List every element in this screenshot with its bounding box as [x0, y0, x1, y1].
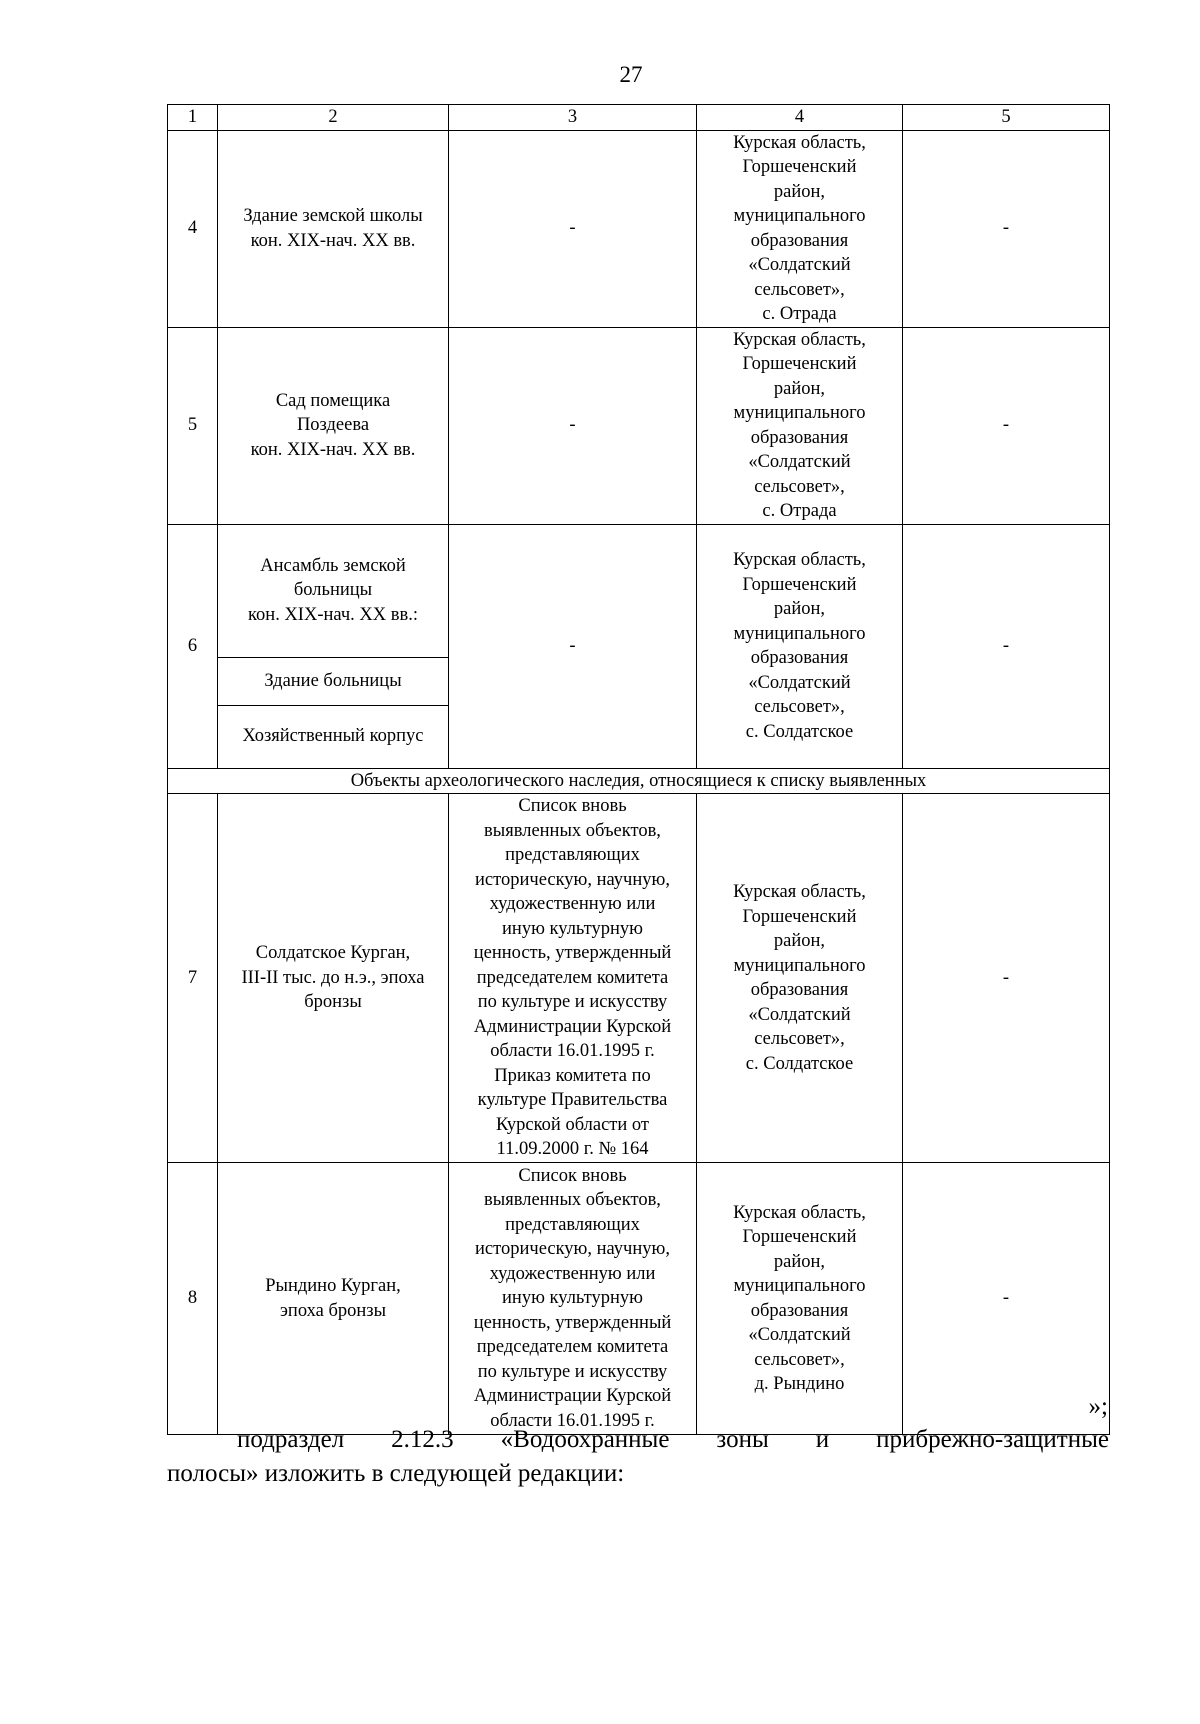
header-cell-4: 4 — [697, 105, 903, 131]
header-cell-2: 2 — [218, 105, 449, 131]
legal-document: - — [449, 524, 697, 768]
object-location: Курская область, Горшеченский район, муниципального образования «Солдатский сельсовет», д. Рындино — [697, 1163, 903, 1435]
row-number: 8 — [168, 1163, 218, 1435]
paragraph-line-1: подраздел 2.12.3 «Водоохранные зоны и прибрежно-защитные — [237, 1426, 1109, 1453]
heritage-objects-table — [167, 104, 1110, 1435]
legal-document: Список вновь выявленных объектов, представляющих историческую, научную, художественную или иную культурную ценность, утвержденный председателем комитета по культуре и искусству Администрации Курской области 16.01.1995 г. — [449, 1163, 697, 1435]
column-5-value: - — [903, 1163, 1110, 1435]
section-heading-row — [168, 768, 1110, 794]
column-5-value: - — [903, 327, 1110, 524]
table-row — [168, 130, 1110, 327]
sub-object-name: Здание больницы — [218, 657, 449, 705]
legal-document: - — [449, 130, 697, 327]
object-name: Ансамбль земской больницы кон. XIX-нач. XX вв.: — [218, 524, 449, 657]
page-number: 27 — [619, 62, 643, 87]
header-cell-5: 5 — [903, 105, 1110, 131]
table-header-row — [168, 105, 1110, 131]
object-location: Курская область, Горшеченский район, муниципального образования «Солдатский сельсовет», с. Солдатское — [697, 524, 903, 768]
column-5-value: - — [903, 524, 1110, 768]
legal-document: - — [449, 327, 697, 524]
object-location: Курская область, Горшеченский район, муниципального образования «Солдатский сельсовет», с. Отрада — [697, 327, 903, 524]
header-cell-1: 1 — [168, 105, 218, 131]
row-number: 7 — [168, 794, 218, 1163]
table-row — [168, 327, 1110, 524]
table-row — [168, 794, 1110, 1163]
closing-quote: »; — [1088, 1393, 1108, 1420]
sub-object-name: Хозяйственный корпус — [218, 705, 449, 768]
object-name: Здание земской школы кон. XIX-нач. XX вв. — [218, 130, 449, 327]
section-heading: Объекты археологического наследия, относящиеся к списку выявленных — [168, 768, 1110, 794]
object-name: Рындино Курган, эпоха бронзы — [218, 1163, 449, 1435]
object-location: Курская область, Горшеченский район, муниципального образования «Солдатский сельсовет», с. Отрада — [697, 130, 903, 327]
column-5-value: - — [903, 130, 1110, 327]
row-number: 5 — [168, 327, 218, 524]
row-number: 4 — [168, 130, 218, 327]
column-5-value: - — [903, 794, 1110, 1163]
amendment-paragraph — [167, 1423, 1109, 1491]
table-row — [168, 524, 1110, 657]
table-row — [168, 1163, 1110, 1435]
object-name: Солдатское Курган, III-II тыс. до н.э., эпоха бронзы — [218, 794, 449, 1163]
object-location: Курская область, Горшеченский район, муниципального образования «Солдатский сельсовет», с. Солдатское — [697, 794, 903, 1163]
object-name: Сад помещика Поздеева кон. XIX-нач. XX вв. — [218, 327, 449, 524]
legal-document: Список вновь выявленных объектов, представляющих историческую, научную, художественную или иную культурную ценность, утвержденный председателем комитета по культуре и искусству Администрации Курской области 16.01.1995 г. Приказ комитета по культуре Правительства Курской области от 11.09.2000 г. № 164 — [449, 794, 697, 1163]
row-number: 6 — [168, 524, 218, 768]
header-cell-3: 3 — [449, 105, 697, 131]
paragraph-line-2: полосы» изложить в следующей редакции: — [167, 1460, 625, 1487]
